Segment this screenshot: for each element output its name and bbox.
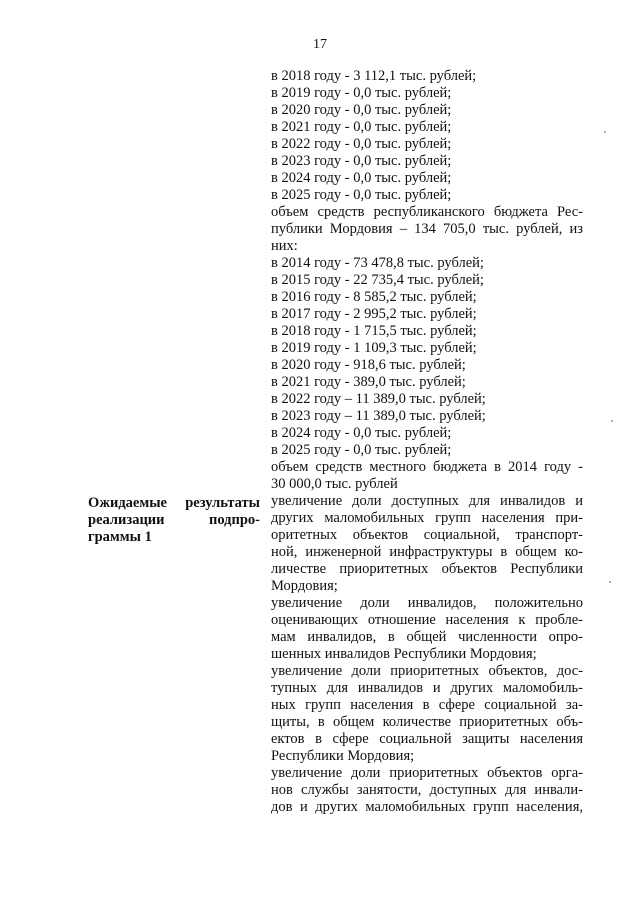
expected-results-section [271,493,583,816]
result-line: увеличение доли доступных для инвалидов и [271,493,583,509]
local-budget-line: объем средств местного бюджета в 2014 году - [271,459,583,475]
result-line: увеличение доли приоритетных объектов орга- [271,765,583,781]
funding-line: в 2017 году - 2 995,2 тыс. рублей; [271,306,477,322]
result-line: тупных для инвалидов и других маломобиль- [271,680,583,696]
result-line: щиты, в общем количестве приоритетных объ- [271,714,583,730]
funding-line: в 2019 году - 0,0 тыс. рублей; [271,85,452,101]
funding-line: в 2021 году - 389,0 тыс. рублей; [271,374,466,390]
local-budget-section [271,459,583,493]
republic-budget-intro: публики Мордовия – 134 705,0 тыс. рублей, из [271,221,583,237]
funding-line: в 2025 году - 0,0 тыс. рублей; [271,442,452,458]
result-line: дов и других маломобильных групп населения, [271,799,583,815]
result-line: Мордовия; [271,578,338,594]
result-line: увеличение доли инвалидов, положительно [271,595,583,611]
funding-line: в 2016 году - 8 585,2 тыс. рублей; [271,289,477,305]
funding-line: в 2024 году - 0,0 тыс. рублей; [271,425,452,441]
local-budget-line: 30 000,0 тыс. рублей [271,476,398,492]
result-line: ектов в сфере социальной защиты населения [271,731,583,747]
funding-line: в 2023 году – 11 389,0 тыс. рублей; [271,408,486,424]
result-line: личестве приоритетных объектов Республики [271,561,583,577]
funding-years-top [271,68,583,204]
scan-speck [604,131,606,133]
funding-line: в 2014 году - 73 478,8 тыс. рублей; [271,255,484,271]
result-line: увеличение доли приоритетных объектов, дос- [271,663,583,679]
funding-line: в 2021 году - 0,0 тыс. рублей; [271,119,452,135]
result-line: нов службы занятости, доступных для инвали- [271,782,583,798]
page-number: 17 [313,37,327,52]
result-line: других маломобильных групп населения при- [271,510,583,526]
result-line: оценивающих отношение населения к пробле- [271,612,583,628]
funding-line: в 2022 году - 0,0 тыс. рублей; [271,136,452,152]
result-line: ной, инженерной инфраструктуры в общем ко- [271,544,583,560]
funding-line: в 2018 году - 1 715,5 тыс. рублей; [271,323,477,339]
funding-line: в 2020 году - 918,6 тыс. рублей; [271,357,466,373]
funding-line: в 2018 году - 3 112,1 тыс. рублей; [271,68,477,84]
republic-budget-intro: них: [271,238,298,254]
republic-budget-section [271,204,583,459]
republic-budget-intro: объем средств республиканского бюджета Рес- [271,204,583,220]
result-line: шенных инвалидов Республики Мордовия; [271,646,537,662]
funding-line: в 2024 году - 0,0 тыс. рублей; [271,170,452,186]
result-line: оритетных объектов социальной, транспорт- [271,527,583,543]
label-line: реализации подпро- [88,512,260,528]
result-line: ных групп населения в сфере социальной за- [271,697,583,713]
funding-line: в 2023 году - 0,0 тыс. рублей; [271,153,452,169]
program-details-column [271,68,583,816]
funding-line: в 2019 году - 1 109,3 тыс. рублей; [271,340,477,356]
funding-line: в 2015 году - 22 735,4 тыс. рублей; [271,272,484,288]
scan-speck [611,420,613,422]
label-line: граммы 1 [88,529,152,545]
funding-line: в 2025 году - 0,0 тыс. рублей; [271,187,452,203]
result-line: Республики Мордовия; [271,748,415,764]
funding-line: в 2022 году – 11 389,0 тыс. рублей; [271,391,486,407]
result-line: мам инвалидов, в общей численности опро- [271,629,583,645]
scan-speck [609,581,611,583]
label-line: Ожидаемые результаты [88,495,260,511]
funding-line: в 2020 году - 0,0 тыс. рублей; [271,102,452,118]
expected-results-label [88,495,260,546]
